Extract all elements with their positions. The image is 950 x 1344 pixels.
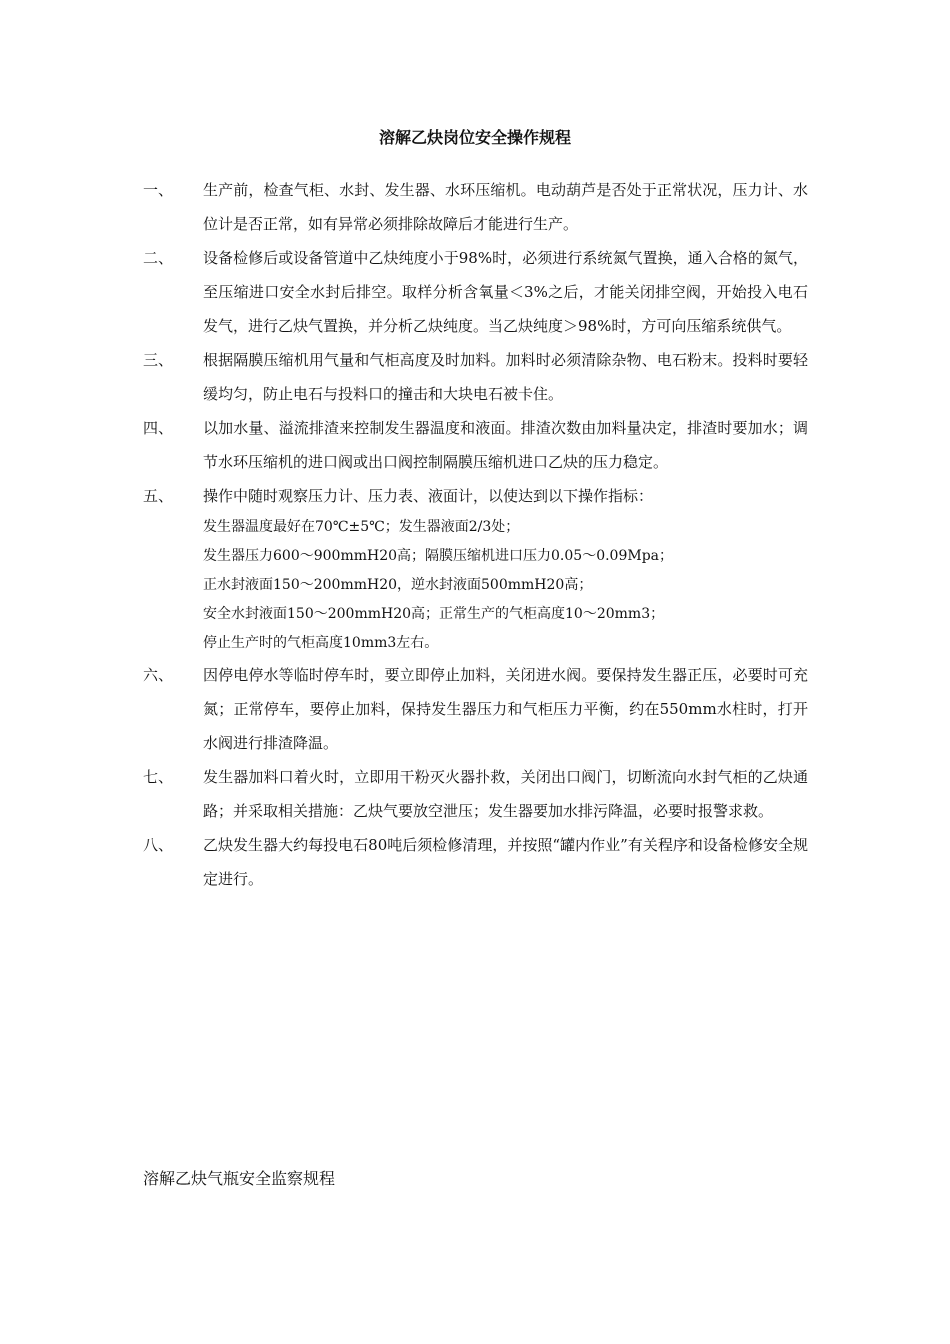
document-title: 溶解乙炔岗位安全操作规程 bbox=[378, 128, 571, 147]
item-number: 二、 bbox=[143, 249, 174, 267]
list-item bbox=[143, 658, 808, 760]
procedure-list bbox=[143, 173, 808, 896]
item-text: 以加水量、溢流排渣来控制发生器温度和液面。排渣次数由加料量决定，排渣时要加水；调节水环压缩机的进口阀或出口阀控制隔膜压缩机进口乙炔的压力稳定。 bbox=[203, 419, 808, 471]
item-number: 七、 bbox=[143, 768, 174, 786]
list-item bbox=[143, 343, 808, 411]
item-number: 四、 bbox=[143, 419, 174, 437]
item-number: 六、 bbox=[143, 666, 174, 684]
list-item bbox=[143, 411, 808, 479]
operating-indicator: 安全水封液面150～200mmH20高；正常生产的气柜高度10～20mm3； bbox=[203, 606, 665, 622]
item-text: 生产前，检查气柜、水封、发生器、水环压缩机。电动葫芦是否处于正常状况，压力计、水位计是否正常，如有异常必须排除故障后才能进行生产。 bbox=[203, 181, 808, 233]
list-item bbox=[143, 828, 808, 896]
item-number: 八、 bbox=[143, 836, 174, 854]
item-number: 五、 bbox=[143, 487, 174, 505]
item-number: 三、 bbox=[143, 351, 174, 369]
operating-indicator: 发生器压力600～900mmH20高；隔膜压缩机进口压力0.05～0.09Mpa； bbox=[203, 548, 674, 564]
item-text: 操作中随时观察压力计、压力表、液面计，以使达到以下操作指标： bbox=[203, 487, 654, 505]
item-text: 设备检修后或设备管道中乙炔纯度小于98%时，必须进行系统氮气置换，通入合格的氮气，至压缩进口安全水封后排空。取样分析含氧量＜3%之后，才能关闭排空阀，开始投入电石发气，进行乙炔气置换，并分析乙炔纯度。当乙炔纯度＞98%时，方可向压缩系统供气。 bbox=[203, 249, 808, 335]
list-item bbox=[143, 173, 808, 241]
item-text: 发生器加料口着火时，立即用干粉灭火器扑救，关闭出口阀门，切断流向水封气柜的乙炔通路；并采取相关措施：乙炔气要放空泄压；发生器要加水排污降温，必要时报警求救。 bbox=[203, 768, 808, 820]
list-item bbox=[143, 241, 808, 343]
operating-indicator: 停止生产时的气柜高度10mm3左右。 bbox=[203, 635, 439, 651]
item-text: 因停电停水等临时停车时，要立即停止加料，关闭进水阀。要保持发生器正压，必要时可充氮；正常停车，要停止加料，保持发生器压力和气柜压力平衡，约在550mm水柱时，打开水阀进行排渣降温。 bbox=[203, 666, 808, 752]
next-section-heading: 溶解乙炔气瓶安全监察规程 bbox=[143, 1169, 336, 1188]
list-item bbox=[143, 479, 808, 658]
item-number: 一、 bbox=[143, 181, 174, 199]
operating-indicator: 正水封液面150～200mmH20，逆水封液面500mmH20高； bbox=[203, 577, 593, 593]
item-text: 乙炔发生器大约每投电石80吨后须检修清理，并按照“罐内作业”有关程序和设备检修安全规定进行。 bbox=[203, 836, 808, 888]
list-item bbox=[143, 760, 808, 828]
operating-indicator: 发生器温度最好在70℃±5℃；发生器液面2/3处； bbox=[203, 519, 520, 535]
item-text: 根据隔膜压缩机用气量和气柜高度及时加料。加料时必须清除杂物、电石粉末。投料时要轻缓均匀，防止电石与投料口的撞击和大块电石被卡住。 bbox=[203, 351, 808, 403]
